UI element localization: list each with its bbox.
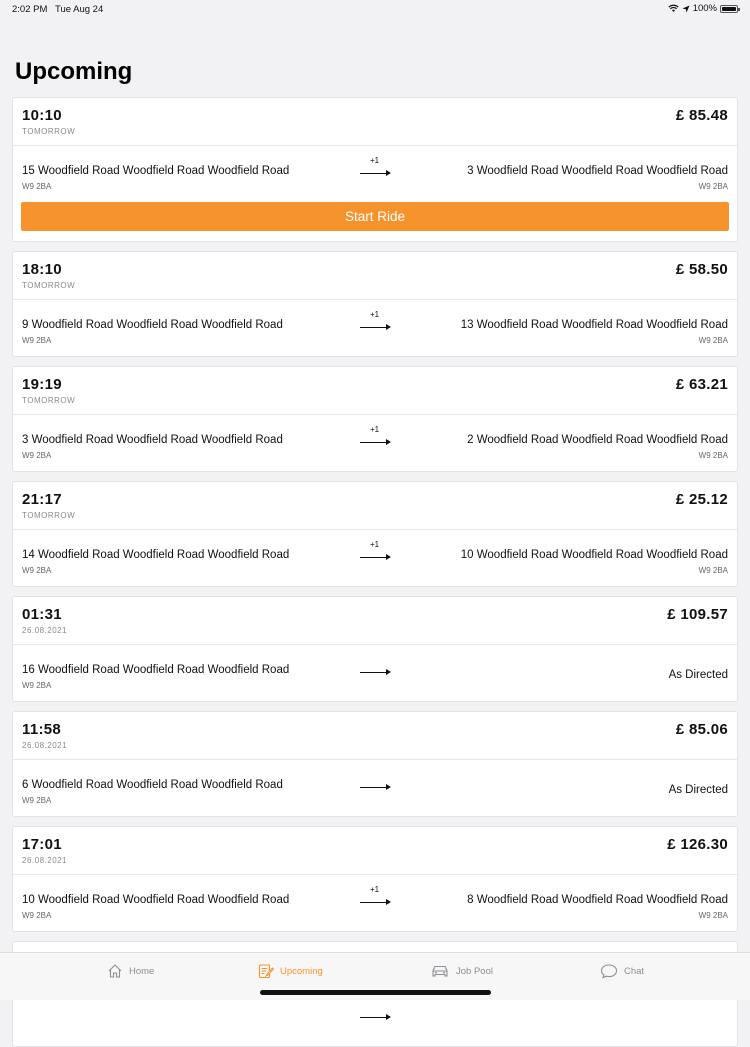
tab-chat-label: Chat [624,965,645,977]
ride-card[interactable] [12,97,738,242]
start-ride-button[interactable]: Start Ride [21,202,729,231]
home-indicator [260,990,491,995]
pickup-postcode: W9 2BA [22,336,52,345]
ride-price: £ 109.57 [667,606,728,623]
pickup-postcode: W9 2BA [22,911,52,920]
extra-stops-count: +1 [370,885,380,894]
tab-chat[interactable] [600,963,644,979]
pickup-address: 6 Woodfield Road Woodfield Road Woodfield Road [22,779,283,791]
ride-time: 01:31 [22,606,62,623]
ride-price: £ 58.50 [675,261,728,278]
ride-time: 21:17 [22,491,62,508]
ride-header [13,712,737,760]
ride-day: TOMORROW [22,127,76,136]
ride-time: 11:58 [22,721,62,738]
ride-card[interactable] [12,596,738,702]
pickup-address: 15 Woodfield Road Woodfield Road Woodfield Road [22,165,290,177]
car-icon [430,963,450,979]
extra-stops-count: +1 [370,540,380,549]
ride-route [13,300,737,356]
route-arrow-icon [360,156,392,186]
ride-route [13,530,737,586]
ride-time: 17:01 [22,836,62,853]
tab-home-label: Home [129,965,155,977]
dropoff-address: 13 Woodfield Road Woodfield Road Woodfield Road [460,319,728,331]
ride-day: 26.08.2021 [22,626,68,635]
ride-card[interactable] [12,711,738,817]
status-bar [0,0,750,20]
status-indicators [668,3,738,14]
pickup-postcode: W9 2BA [22,451,52,460]
route-arrow-icon [360,425,392,455]
ride-route [13,760,737,816]
route-arrow-icon [360,540,392,570]
ride-route [13,875,737,931]
route-arrow-icon [360,770,392,800]
status-date: Tue Aug 24 [55,4,104,15]
ride-day: TOMORROW [22,281,76,290]
tab-job-pool[interactable] [430,963,493,979]
pickup-address: 16 Woodfield Road Woodfield Road Woodfield Road [22,664,290,676]
route-arrow-icon [360,655,392,685]
tab-job-pool-label: Job Pool [456,965,493,977]
ride-header [13,827,737,875]
ride-day: 26.08.2021 [22,856,68,865]
ride-header [13,367,737,415]
ride-card[interactable] [12,251,738,357]
dropoff-address: 3 Woodfield Road Woodfield Road Woodfield Road [467,165,728,177]
dropoff-address: As Directed [668,669,728,681]
wifi-icon [668,4,679,13]
pickup-address: 10 Woodfield Road Woodfield Road Woodfield Road [22,894,290,906]
ride-card[interactable] [12,826,738,932]
route-arrow-icon [360,310,392,340]
ride-price: £ 63.21 [675,376,728,393]
ride-price: £ 85.48 [675,107,728,124]
ride-header [13,482,737,530]
dropoff-postcode: W9 2BA [698,911,728,920]
ride-route [13,146,737,202]
dropoff-postcode: W9 2BA [698,182,728,191]
ride-time: 19:19 [22,376,62,393]
upcoming-icon [258,963,274,979]
dropoff-postcode: W9 2BA [698,451,728,460]
battery-icon [720,5,738,13]
page-title: Upcoming [15,58,133,85]
pickup-postcode: W9 2BA [22,182,52,191]
ride-price: £ 85.06 [675,721,728,738]
ride-day: 26.08.2021 [22,741,68,750]
pickup-postcode: W9 2BA [22,796,52,805]
location-icon [682,5,690,13]
extra-stops-count: +1 [370,425,380,434]
route-arrow-icon [360,885,392,915]
home-icon [107,963,123,979]
tab-upcoming[interactable] [258,963,323,979]
tab-home[interactable] [107,963,154,979]
ride-list[interactable] [12,97,738,952]
dropoff-address: 8 Woodfield Road Woodfield Road Woodfield Road [467,894,728,906]
route-arrow-icon [360,1000,392,1030]
ride-card[interactable] [12,366,738,472]
ride-day: TOMORROW [22,511,76,520]
dropoff-address: As Directed [668,784,728,796]
dropoff-postcode: W9 2BA [698,566,728,575]
pickup-address: 9 Woodfield Road Woodfield Road Woodfield Road [22,319,283,331]
battery-percent: 100% [692,3,717,14]
ride-header [13,597,737,645]
status-time: 2:02 PM [12,4,48,15]
extra-stops-count: +1 [370,156,380,165]
pickup-address: 3 Woodfield Road Woodfield Road Woodfield Road [22,434,283,446]
ride-price: £ 126.30 [667,836,728,853]
extra-stops-count: +1 [370,310,380,319]
tab-upcoming-label: Upcoming [280,965,323,977]
dropoff-address: 2 Woodfield Road Woodfield Road Woodfield Road [467,434,728,446]
dropoff-address: 10 Woodfield Road Woodfield Road Woodfield Road [460,549,728,561]
ride-header [13,98,737,146]
ride-time: 18:10 [22,261,62,278]
pickup-address: 14 Woodfield Road Woodfield Road Woodfield Road [22,549,290,561]
ride-route [13,415,737,471]
ride-header [13,252,737,300]
ride-route [13,645,737,701]
chat-icon [600,963,618,979]
ride-day: TOMORROW [22,396,76,405]
ride-price: £ 25.12 [675,491,728,508]
dropoff-postcode: W9 2BA [698,336,728,345]
ride-time: 10:10 [22,107,62,124]
pickup-postcode: W9 2BA [22,681,52,690]
ride-card[interactable] [12,481,738,587]
pickup-postcode: W9 2BA [22,566,52,575]
